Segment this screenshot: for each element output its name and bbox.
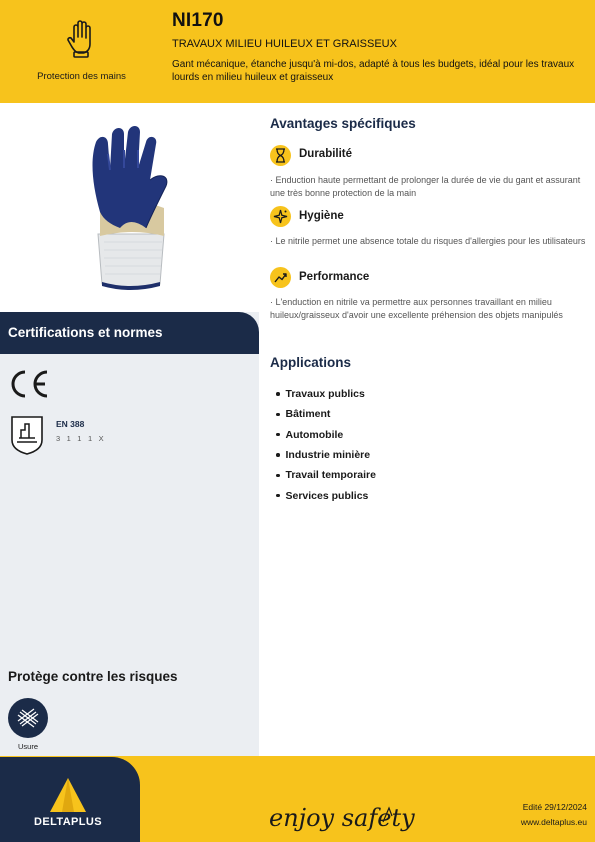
en388-shield-icon	[9, 414, 45, 456]
advantage-desc-durability: · Enduction haute permettant de prolonger la durée de vie du gant et assurant une très bonne protection de la main	[270, 175, 581, 198]
brand-name: DELTAPLUS	[34, 816, 102, 828]
svg-text:enjoy safety: enjoy safety	[269, 804, 415, 832]
trend-up-icon	[270, 267, 291, 288]
list-item: Automobile	[276, 425, 376, 445]
advantage-name-performance: Performance	[299, 271, 370, 283]
risks-title: Protège contre les risques	[8, 669, 178, 684]
product-title: NI170	[172, 10, 224, 31]
list-item: Travaux publics	[276, 384, 376, 404]
certifications-title: Certifications et normes	[8, 325, 163, 340]
edit-date: Edité 29/12/2024	[522, 802, 587, 812]
glove-image	[80, 124, 180, 294]
advantage-name-hygiene: Hygiène	[299, 210, 344, 222]
advantages-title: Avantages spécifiques	[270, 116, 416, 131]
deltaplus-logo-icon	[48, 776, 88, 814]
list-item: Services publics	[276, 485, 376, 505]
applications-list	[276, 384, 376, 506]
category-label: Protection des mains	[37, 71, 126, 82]
advantage-name-durability: Durabilité	[299, 148, 353, 160]
abrasion-risk-badge	[8, 698, 48, 738]
sparkle-icon	[270, 206, 291, 227]
hand-icon	[66, 18, 96, 58]
risk-label: Usure	[17, 742, 38, 751]
standard-score: 3 1 1 1 X	[56, 434, 106, 443]
website-link[interactable]: www.deltaplus.eu	[520, 817, 587, 827]
product-subtitle: TRAVAUX MILIEU HUILEUX ET GRAISSEUX	[172, 38, 397, 50]
advantage-desc-performance: · L'enduction en nitrile va permettre aux personnes travaillant en milieu huileux/graisseux d'avoir une excellente préhension des objets manipulés	[270, 297, 563, 320]
list-item: Industrie minière	[276, 445, 376, 465]
hourglass-icon	[270, 145, 291, 166]
product-description: Gant mécanique, étanche jusqu'à mi-dos, adapté à tous les budgets, idéal pour les travaux lourds en milieu huileux et graisseux	[172, 59, 575, 83]
standard-code: EN 388	[56, 419, 85, 429]
applications-title: Applications	[270, 355, 352, 370]
ce-mark-icon	[7, 368, 51, 400]
list-item: Bâtiment	[276, 404, 376, 424]
abrasion-icon	[8, 698, 48, 738]
advantage-desc-hygiene: · Le nitrile permet une absence totale du risques d'allergies pour les utilisateurs	[270, 236, 586, 246]
list-item: Travail temporaire	[276, 465, 376, 485]
slogan-wordmark	[265, 796, 415, 840]
